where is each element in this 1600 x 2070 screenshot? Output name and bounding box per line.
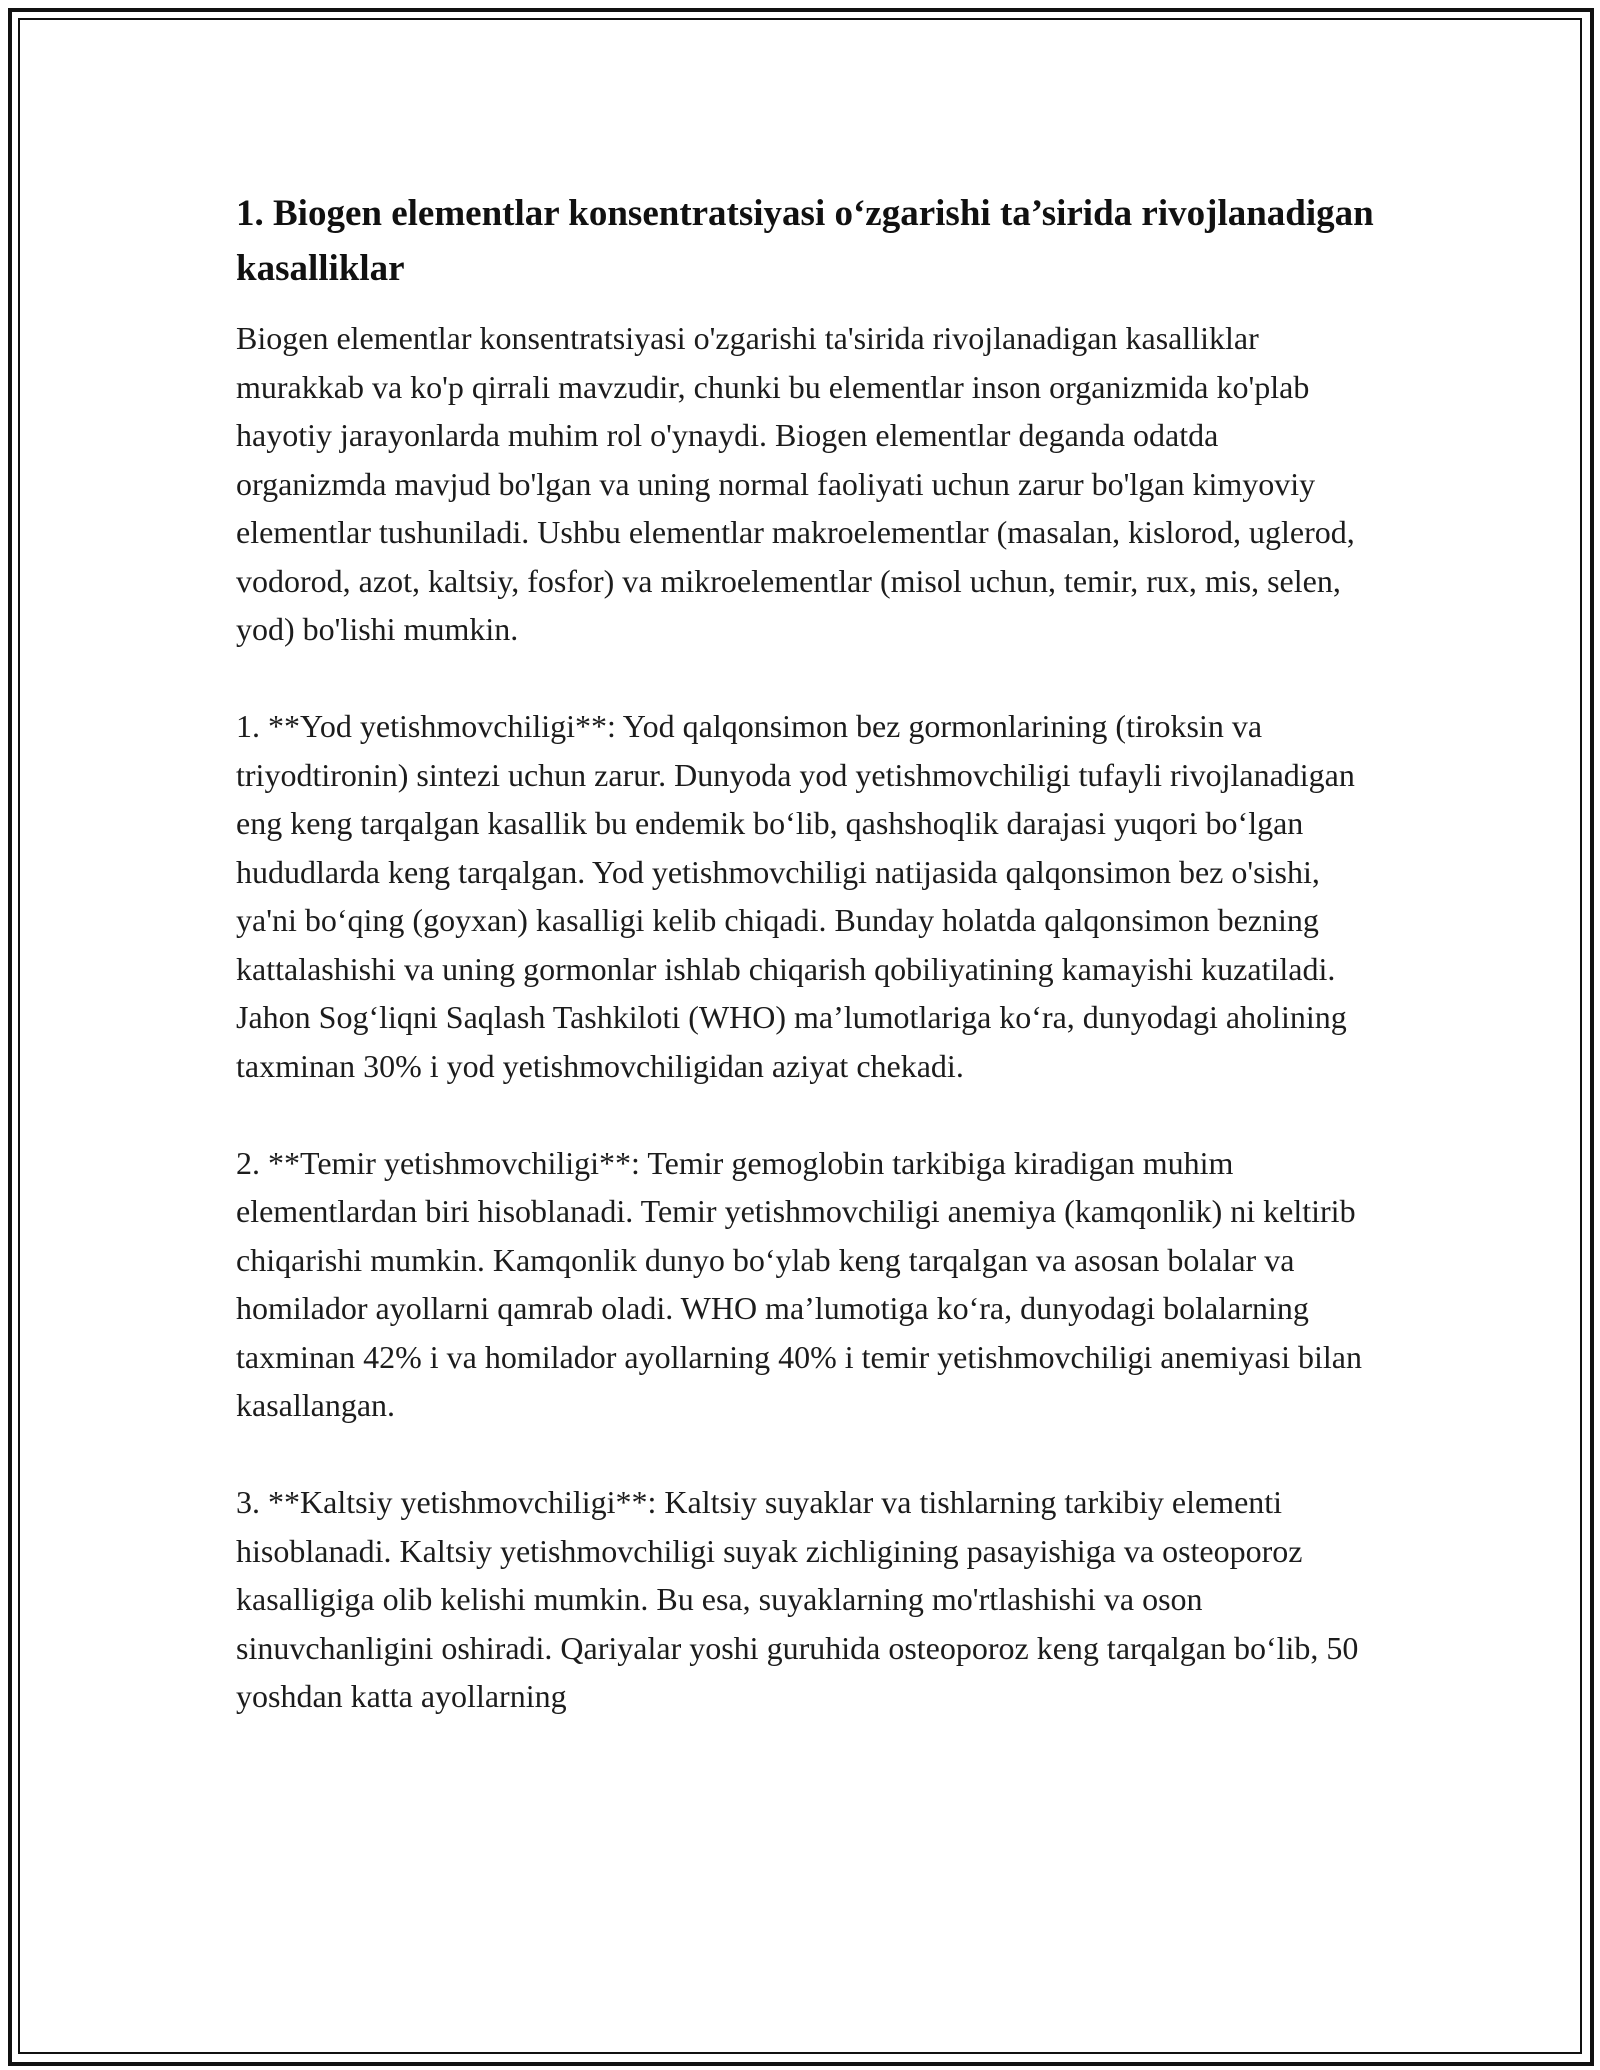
intro-paragraph: Biogen elementlar konsentratsiyasi o'zgarishi ta'sirida rivojlanadigan kasalliklar murakkab va ko'p qirrali mavzudir, chunki bu elementlar inson organizmida ko'plab hayotiy jarayonlarda muhim rol o'ynaydi. Biogen elementlar deganda odatda organizmda mavjud bo'lgan va uning normal faoliyati uchun zarur bo'lgan kimyoviy elementlar tushuniladi. Ushbu elementlar makroelementlar (masalan, kislorod, uglerod, vodorod, azot, kaltsiy, fosfor) va mikroelementlar (misol uchun, temir, rux, mis, selen, yod) bo'lishi mumkin. <box>236 320 1355 647</box>
document-body <box>236 186 1376 1769</box>
section-heading: 1. Biogen elementlar konsentratsiyasi o‘zgarishi ta’sirida rivojlanadigan kasalliklar <box>236 193 1374 289</box>
iron-deficiency-paragraph: 2. **Temir yetishmovchiligi**: Temir gemoglobin tarkibiga kiradigan muhim elementlardan biri hisoblanadi. Temir yetishmovchiligi anemiya (kamqonlik) ni keltirib chiqarishi mumkin. Kamqonlik dunyo bo‘ylab keng tarqalgan va asosan bolalar va homilador ayollarni qamrab oladi. WHO ma’lumotiga ko‘ra, dunyodagi bolalarning taxminan 42% i va homilador ayollarning 40% i temir yetishmovchiligi anemiyasi bilan kasallangan. <box>236 1144 1362 1423</box>
iodine-deficiency-paragraph: 1. **Yod yetishmovchiligi**: Yod qalqonsimon bez gormonlarining (tiroksin va triyodtironin) sintezi uchun zarur. Dunyoda yod yetishmovchiligi tufayli rivojlanadigan eng keng tarqalgan kasallik bu endemik bo‘lib, qashshoqlik darajasi yuqori bo‘lgan hududlarda keng tarqalgan. Yod yetishmovchiligi natijasida qalqonsimon bez o'sishi, ya'ni bo‘qing (goyxan) kasalligi kelib chiqadi. Bunday holatda qalqonsimon bezning kattalashishi va uning gormonlar ishlab chiqarish qobiliyatining kamayishi kuzatiladi. Jahon Sog‘liqni Saqlash Tashkiloti (WHO) ma’lumotlariga ko‘ra, dunyodagi aholining taxminan 30% i yod yetishmovchiligidan aziyat chekadi. <box>236 708 1355 1084</box>
calcium-deficiency-paragraph: 3. **Kaltsiy yetishmovchiligi**: Kaltsiy suyaklar va tishlarning tarkibiy elementi hisoblanadi. Kaltsiy yetishmovchiligi suyak zichligining pasayishiga va osteoporoz kasalligiga olib kelishi mumkin. Bu esa, suyaklarning mo'rtlashishi va oson sinuvchanligini oshiradi. Qariyalar yoshi guruhida osteoporoz keng tarqalgan bo‘lib, 50 yoshdan katta ayollarning <box>236 1484 1359 1714</box>
